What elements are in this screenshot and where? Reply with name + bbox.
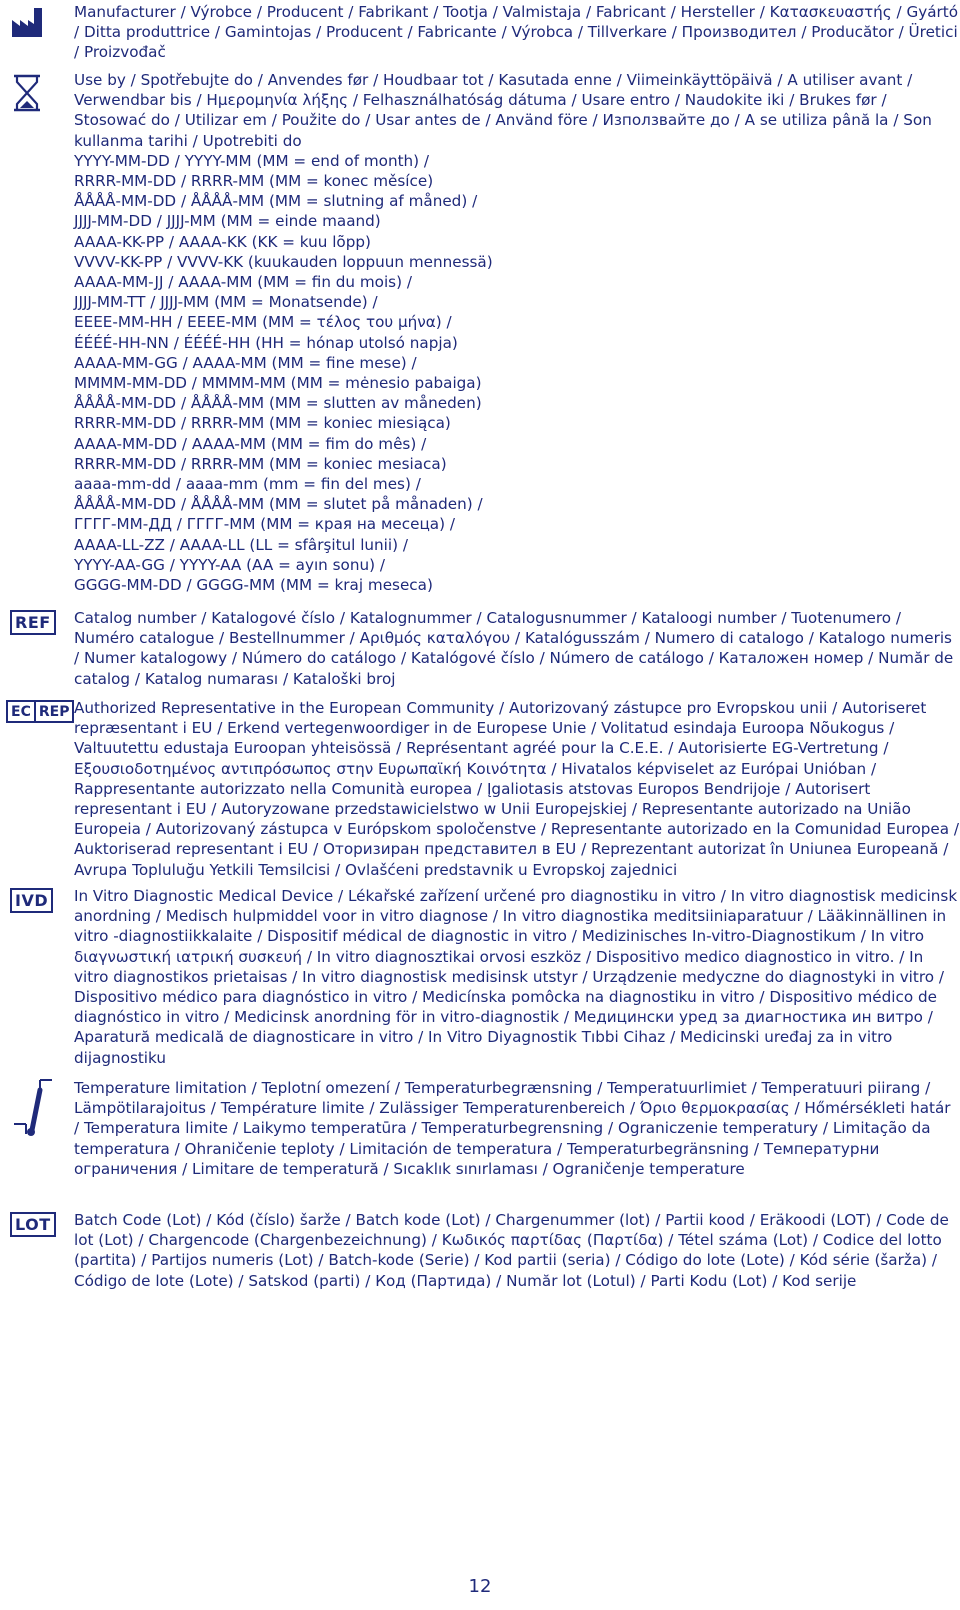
date-format-line: RRRR-MM-DD / RRRR-MM (MM = konec měsíce) [74, 172, 434, 191]
date-format-line: MMMM-MM-DD / MMMM-MM (MM = mėnesio pabaiga) [74, 374, 482, 393]
date-format-line: ÅÅÅÅ-MM-DD / ÅÅÅÅ-MM (MM = slutning af måned) / [74, 192, 478, 211]
hourglass-icon [10, 74, 66, 116]
date-format-line: JJJJ-MM-TT / JJJJ-MM (MM = Monatsende) / [74, 293, 378, 312]
factory-icon [10, 6, 66, 42]
date-format-line: ÅÅÅÅ-MM-DD / ÅÅÅÅ-MM (MM = slutten av måneden) [74, 394, 482, 413]
date-format-line: AAAA-KK-PP / AAAA-KK (KK = kuu lõpp) [74, 232, 371, 251]
ec-rep-text: Authorized Representative in the European Community / Autorizovaný zástupce pro Evropskou unii / Autoriseret repræsentant i EU / Erkend vertegenwoordiger in de Europese Unie / Volitatud esindaja Euroopa Nõukogus / Valtuutettu edustaja Euroopan yhteisössä / Représentant agréé pour la C.E.E. / Autorisierte EG-Vertretung / Εξουσιοδοτημένος αντιπρόσωπος στην Ευρωπαϊκή Κοινότητα / Hivatalos képviselet az Európai Unióban / Rappresentante autorizzato nella Comunità europea / Įgaliotasis atstovas Europos Bendrijoje / Autorisert representant i EU / Autoryzowane przedstawicielstwo w Unii Europejskiej / Representante autorizado na União Europeia / Autorizovaný zástupca v Európskom spoločenstve / Representante autorizado en la Comunidad Europea / Auktoriserad representant i EU / Оторизиран представител в EU / Reprezentant autorizat în Uniunea Europeană / Avrupa Topluluğu Yetkili Temsilcisi / Ovlašćeni predstavnik u Evropskoj zajednici [74, 699, 960, 879]
date-format-line: VVVV-KK-PP / VVVV-KK (kuukauden loppuun mennessä) [74, 252, 493, 271]
rep-label: REP [34, 702, 73, 721]
thermometer-icon [10, 1078, 66, 1142]
manufacturer-text: Manufacturer / Výrobce / Producent / Fabrikant / Tootja / Valmistaja / Fabricant / Hersteller / Κατασκευαστής / Gyártó / Ditta produttrice / Gamintojas / Producent / Fabricante / Výrobca / Tillverkare / Производител / Producător / Üretici / Proizvođač [74, 3, 959, 62]
ref-symbol: REF [10, 610, 56, 635]
date-format-line: YYYY-MM-DD / YYYY-MM (MM = end of month) / [74, 151, 430, 170]
date-format-line: RRRR-MM-DD / RRRR-MM (MM = koniec miesiąca) [74, 414, 451, 433]
date-format-line: ГГГГ-ММ-ДД / ГГГГ-ММ (ММ = края на месеца) / [74, 515, 455, 534]
date-format-line: AAAA-LL-ZZ / AAAA-LL (LL = sfârşitul lunii) / [74, 535, 408, 554]
ec-rep-symbol [6, 700, 74, 723]
date-format-line: RRRR-MM-DD / RRRR-MM (MM = koniec mesiaca) [74, 454, 447, 473]
date-format-line: ΕΕΕΕ-ΜΜ-ΗΗ / ΕΕΕΕ-ΜΜ (ΜΜ = τέλος του μήνα) / [74, 313, 452, 332]
ivd-text: In Vitro Diagnostic Medical Device / Lékařské zařízení určené pro diagnostiku in vitro / In vitro diagnostisk medicinsk anordning / Medisch hulpmiddel voor in vitro diagnose / In vitro diagnostika meditsiiniaparatuur / Lääkinnällinen in vitro -diagnostiikkalaite / Dispositif médical de diagnostic in vitro / Medizinisches In-vitro-Diagnostikum / In vitro διαγνωστική ιατρική συσκευή / In vitro diagnosztikai orvosi eszköz / Dispositivo medico diagnostico in vitro. / In vitro diagnostikos prietaisas / In vitro diagnostisk medisinsk utstyr / Urządzenie medyczne do diagnostyki in vitro / Dispositivo médico para diagnóstico in vitro / Medicínska pomôcka na diagnostiku in vitro / Dispositivo médico de diagnóstico in vitro / Medicinsk anordning för in vitro-diagnostik / Медицински уред за диагностика ин витро / Aparatură medicală de diagnosticare in vitro / In Vitro Diyagnostik Tıbbi Cihaz / Medicinski uređaj za in vitro dijagnostiku [74, 887, 958, 1067]
temperature-text: Temperature limitation / Teplotní omezení / Temperaturbegrænsning / Temperatuurlimiet / Temperatuuri piirang / Lämpötilarajoitus / Température limite / Zulässiger Temperaturenbereich / Όριο θερμοκρασίας / Hőmérsékleti határ / Temperatura limite / Laikymo temperatūra / Temperaturbegrensning / Ograniczenie temperatury / Limitação da temperatura / Ohraničenie teploty / Limitación de temperatura / Temperaturbegränsning / Температурни ограничения / Limitare de temperatură / Sıcaklık sınırlaması / Ograničenje temperature [74, 1079, 951, 1178]
date-format-line: AAAA-MM-JJ / AAAA-MM (MM = fin du mois) / [74, 273, 412, 292]
catalog-number-text: Catalog number / Katalogové číslo / Katalognummer / Catalogusnummer / Kataloogi number / Tuotenumero / Numéro catalogue / Bestellnummer / Αριθμός καταλόγου / Katalógusszám / Numero di catalogo / Katalogo numeris / Numer katalogowy / Número do catálogo / Katalógové číslo / Número de catálogo / Каталожен номер / Număr de catalog / Katalog numarası / Kataloški broj [74, 609, 954, 688]
date-format-line: YYYY-AA-GG / YYYY-AA (AA = ayın sonu) / [74, 555, 385, 574]
date-format-line: JJJJ-MM-DD / JJJJ-MM (MM = einde maand) [74, 212, 381, 231]
use-by-text: Use by / Spotřebujte do / Anvendes før / Houdbaar tot / Kasutada enne / Viimeinkäyttöpäivä / A utiliser avant / Verwendbar bis / Ημερομηνία λήξης / Felhasználhatóság dátuma / Usare entro / Naudokite iki / Brukes før / Stosować do / Utilizar em / Použite do / Usar antes de / Använd före / Използвайте до / A se utiliza până la / Son kullanma tarihi / Upotrebiti do [74, 71, 932, 150]
date-format-line: aaaa-mm-dd / aaaa-mm (mm = fin del mes) / [74, 475, 421, 494]
lot-symbol: LOT [10, 1212, 56, 1237]
date-format-line: ÅÅÅÅ-MM-DD / ÅÅÅÅ-MM (MM = slutet på månaden) / [74, 495, 483, 514]
date-format-line: AAAA-MM-DD / AAAA-MM (MM = fim do mês) / [74, 434, 427, 453]
lot-text: Batch Code (Lot) / Kód (číslo) šarže / Batch kode (Lot) / Chargenummer (lot) / Partii kood / Eräkoodi (LOT) / Code de lot (Lot) / Chargencode (Chargenbezeichnung) / Κωδικός παρτίδας (Παρτίδα) / Tétel száma (Lot) / Codice del lotto (partita) / Partijos numeris (Lot) / Batch-kode (Serie) / Kod partii (seria) / Código do lote (Lote) / Kód série (šarža) / Código de lote (Lote) / Satskod (parti) / Код (Партида) / Număr lot (Lotul) / Parti Kodu (Lot) / Kod serije [74, 1211, 949, 1290]
date-format-line: ÉÉÉÉ-HH-NN / ÉÉÉÉ-HH (HH = hónap utolsó napja) [74, 333, 458, 352]
page-number: 12 [468, 1576, 492, 1597]
date-format-line: AAAA-MM-GG / AAAA-MM (MM = fine mese) / [74, 353, 417, 372]
ec-label: EC [11, 704, 31, 720]
ivd-symbol: IVD [10, 888, 53, 913]
date-format-line: GGGG-MM-DD / GGGG-MM (MM = kraj meseca) [74, 576, 433, 595]
